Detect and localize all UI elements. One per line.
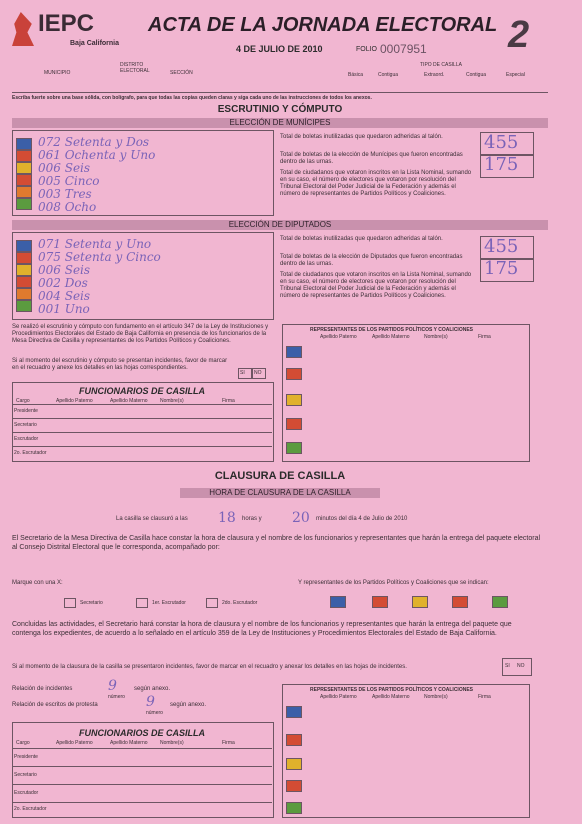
diputados-entry: 001 Uno (38, 302, 90, 316)
clausura-func-row-line (12, 748, 272, 749)
diputados-entry: 004 Seis (38, 289, 91, 303)
meta-line (12, 92, 548, 93)
clausura-func-row-line (12, 784, 272, 785)
logo-subtitle: Baja California (70, 40, 120, 47)
party-logo-icon (286, 368, 302, 380)
clausura-hour-value: 18 (218, 510, 236, 526)
clausura-para-1: El Secretario de la Mesa Directiva de Casilla hace constar la hora de clausura y el nombre de los funcionarios y representantes que harán la entrega del paquete electoral al Consejo Distrital Electoral que le corresponda, acompañado por: (12, 535, 541, 551)
diputados-entry: 002 Dos (38, 276, 88, 290)
clausura-func-row-label: 2o. Escrutador (14, 806, 47, 812)
municipes-entry: 072 Setenta y Dos (38, 135, 150, 149)
hora-clausura-band: HORA DE CLAUSURA DE LA CASILLA (180, 488, 380, 498)
rep-col: Nombre(s) (424, 334, 448, 340)
diputados-entry: 071 Setenta y Uno (38, 237, 152, 251)
escritos-numero: número (146, 710, 163, 716)
escrutador-2-label: 2do. Escrutador (222, 600, 258, 606)
clausura-func-col: Firma (222, 740, 235, 746)
escrutinio-title: ESCRUTINIO Y CÓMPUTO (217, 104, 343, 115)
clausura-min-value: 20 (292, 510, 310, 526)
party-logo-icon (492, 596, 508, 608)
func-col: Apellido Materno (110, 398, 148, 404)
secretario-label: Secretario (80, 600, 103, 606)
party-logo-icon (452, 596, 468, 608)
party-logo-icon (16, 288, 32, 300)
instruction-text: Escriba fuerte sobre una base sólida, con bolígrafo, para que todas las copias queden claras y siga cada uno de las instrucciones de todos los anexos. (12, 95, 372, 101)
funcionarios-title: FUNCIONARIOS DE CASILLA (79, 386, 205, 396)
party-logo-icon (286, 442, 302, 454)
municipes-entry: 008 Ocho (38, 200, 97, 214)
clausura-funcionarios-title: FUNCIONARIOS DE CASILLA (79, 728, 205, 738)
municipes-entry: 003 Tres (38, 187, 92, 201)
func-row-label: Presidente (14, 408, 38, 414)
party-logo-icon (286, 734, 302, 746)
party-logo-icon (16, 198, 32, 210)
tipo-option-1: Contigua (378, 72, 399, 78)
func-row-label: Escrutador (14, 436, 39, 442)
iepc-logo (12, 12, 136, 46)
party-logo-icon (16, 186, 32, 198)
clausura-func-col: Nombre(s) (160, 740, 184, 746)
party-logo-icon (286, 758, 302, 770)
func-row-label: Secretario (14, 422, 37, 428)
escritos-label: Relación de escritos de protesta (12, 702, 98, 708)
clausura-no-label: NO (517, 663, 525, 669)
party-logo-icon (286, 418, 302, 430)
municipes-entry: 005 Cinco (38, 174, 100, 188)
clausura-rep-col: Firma (478, 694, 491, 700)
marque-label: Marque con una X: (12, 580, 63, 586)
clausura-func-row-label: Presidente (14, 754, 38, 760)
party-logo-icon (16, 162, 32, 174)
municipio-label: MUNICIPIO (44, 70, 71, 76)
func-col: Nombre(s) (160, 398, 184, 404)
escrutador-1-checkbox[interactable] (136, 598, 148, 608)
diputados-entry: 006 Seis (38, 263, 91, 277)
party-logo-icon (16, 300, 32, 312)
escrutador-2-checkbox[interactable] (206, 598, 218, 608)
folio-label: FOLIO (356, 46, 378, 53)
flame-icon (12, 12, 34, 46)
party-logo-icon (16, 252, 32, 264)
diputados-desc-3: Total de ciudadanos que votaron inscritos en la Lista Nominal, sumando en su caso, el número de electores que votaron por resolución del Tribunal Electoral del Poder Judicial de la Federación y además el número de representantes de Partidos Políticos y Coaliciones. (280, 272, 472, 299)
tipo-option-3: Contigua (466, 72, 487, 78)
party-logo-icon (16, 264, 32, 276)
rep-col: Apellido Paterno (320, 334, 357, 340)
clausura-representantes-table (282, 684, 530, 818)
seccion-label: SECCIÓN (170, 70, 193, 76)
func-col: Firma (222, 398, 235, 404)
clausura-para-2: Concluidas las actividades, el Secretario hará constar la hora de clausura y el nombre de los funcionarios y representantes que harán la entrega del paquete que contenga los expedientes, de acuerdo a lo señalado en el artículo 359 de la Ley de Instituciones y Procedimientos Electorales del Estado de Baja California. (12, 621, 512, 637)
rep-col: Apellido Materno (372, 334, 410, 340)
secretario-checkbox[interactable] (64, 598, 76, 608)
func-col: Cargo (16, 398, 30, 404)
party-logo-icon (16, 174, 32, 186)
clausura-func-col: Apellido Paterno (56, 740, 93, 746)
rep-col: Firma (478, 334, 491, 340)
si-label: SI (240, 370, 245, 376)
municipes-entry: 061 Ochenta y Uno (38, 148, 156, 162)
tipo-option-2: Extraord. (424, 72, 445, 78)
escrutador-1-label: 1er. Escrutador (152, 600, 186, 606)
party-logo-icon (286, 346, 302, 358)
clausura-func-col: Cargo (16, 740, 30, 746)
diputados-total-1: 455 (484, 236, 519, 257)
municipes-desc-2: Total de boletas de la elección de Munícipes que fueron encontradas dentro de las urnas. (280, 152, 463, 165)
clausura-title: CLAUSURA DE CASILLA (214, 470, 346, 482)
clausura-hours-label: horas y (242, 516, 262, 522)
representantes-text: Y representantes de los Partidos Políticos y Coaliciones que se indican: (298, 580, 489, 586)
party-logo-icon (286, 394, 302, 406)
party-logo-icon (372, 596, 388, 608)
municipes-desc-3: Total de ciudadanos que votaron inscritos en la Lista Nominal, sumando en su caso, el número de electores que votaron por resolución del Tribunal Electoral del Poder Judicial de la Federación y además el número de representantes de Partidos Políticos y Coaliciones. (280, 170, 472, 197)
clausura-line-suffix: minutos del día 4 de Julio de 2010 (316, 516, 408, 522)
incidentes-numero: número (108, 694, 125, 700)
func-row-label: 2o. Escrutador (14, 450, 47, 456)
diputados-desc-2: Total de boletas de la elección de Diputados que fueron encontradas dentro de las urnas. (280, 254, 463, 267)
distrito-label: DISTRITO ELECTORAL (120, 62, 150, 74)
diputados-total-2: 175 (484, 258, 519, 279)
clausura-line-prefix: La casilla se clausuró a las (116, 516, 188, 522)
legal-text-1: Se realizó el escrutinio y cómputo con fundamento en el artículo 347 de la Ley de Instituciones y Procedimientos Electorales del Estado de Baja California en presencia de los funcionarios de la Mesa Directiva de Casilla y representantes de los Partidos Políticos y Coaliciones. (12, 324, 269, 344)
election-date: 4 DE JULIO DE 2010 (236, 44, 323, 54)
clausura-func-row-line (12, 766, 272, 767)
municipes-total-1: 455 (484, 132, 519, 153)
clausura-func-row-label: Secretario (14, 772, 37, 778)
clausura-rep-col: Nombre(s) (424, 694, 448, 700)
party-logo-icon (16, 138, 32, 150)
incidentes-value: 9 (108, 678, 117, 694)
clausura-func-row-line (12, 802, 272, 803)
party-logo-icon (286, 780, 302, 792)
party-logo-icon (286, 706, 302, 718)
clausura-rep-col: Apellido Materno (372, 694, 410, 700)
tipo-option-0: Básica (348, 72, 364, 78)
party-logo-icon (16, 240, 32, 252)
incidentes-anexo: según anexo. (134, 686, 171, 692)
incidentes-label: Relación de incidentes (12, 686, 73, 692)
form-title: ACTA DE LA JORNADA ELECTORAL (148, 14, 498, 36)
municipes-entry: 006 Seis (38, 161, 91, 175)
tipo-casilla-label: TIPO DE CASILLA (420, 62, 462, 68)
party-logo-icon (16, 276, 32, 288)
representantes-title: REPRESENTANTES DE LOS PARTIDOS POLÍTICOS Y COALICIONES (310, 327, 473, 333)
func-row-line (12, 404, 272, 405)
clausura-func-row-label: Escrutador (14, 790, 39, 796)
folio-number: 0007951 (380, 42, 427, 56)
no-label: NO (254, 370, 262, 376)
party-logo-icon (16, 150, 32, 162)
func-row-line (12, 418, 272, 419)
func-col: Apellido Paterno (56, 398, 93, 404)
clausura-rep-col: Apellido Paterno (320, 694, 357, 700)
party-logo-icon (412, 596, 428, 608)
municipes-desc-1: Total de boletas inutilizadas que quedaron adheridas al talón. (280, 134, 443, 140)
party-logo-icon (330, 596, 346, 608)
diputados-entry: 075 Setenta y Cinco (38, 250, 161, 264)
logo-text: IEPC (38, 10, 95, 37)
tipo-option-4: Especial (506, 72, 525, 78)
representantes-table (282, 324, 530, 462)
municipes-total-2: 175 (484, 154, 519, 175)
diputados-band: ELECCIÓN DE DIPUTADOS (12, 220, 548, 230)
page-number-badge: 2 (508, 14, 530, 56)
clausura-func-col: Apellido Materno (110, 740, 148, 746)
clausura-si-label: SI (505, 663, 510, 669)
escritos-anexo: según anexo. (170, 702, 207, 708)
incident-text: Si al momento de la clausura de la casilla se presentaron incidentes, favor de marcar en el recuadro y anexar los detalles en las hojas de incidentes. (12, 664, 407, 670)
party-logo-icon (286, 802, 302, 814)
func-row-line (12, 446, 272, 447)
municipes-band: ELECCIÓN DE MUNÍCIPES (12, 118, 548, 128)
legal-text-2: Si al momento del escrutinio y cómputo se presentan incidentes, favor de marcar en el recuadro y anexe los detalles en las hojas correspondientes. (12, 358, 228, 371)
clausura-representantes-title: REPRESENTANTES DE LOS PARTIDOS POLÍTICOS Y COALICIONES (310, 687, 473, 693)
diputados-desc-1: Total de boletas inutilizadas que quedaron adheridas al talón. (280, 236, 443, 242)
func-row-line (12, 432, 272, 433)
escritos-value: 9 (146, 694, 155, 710)
